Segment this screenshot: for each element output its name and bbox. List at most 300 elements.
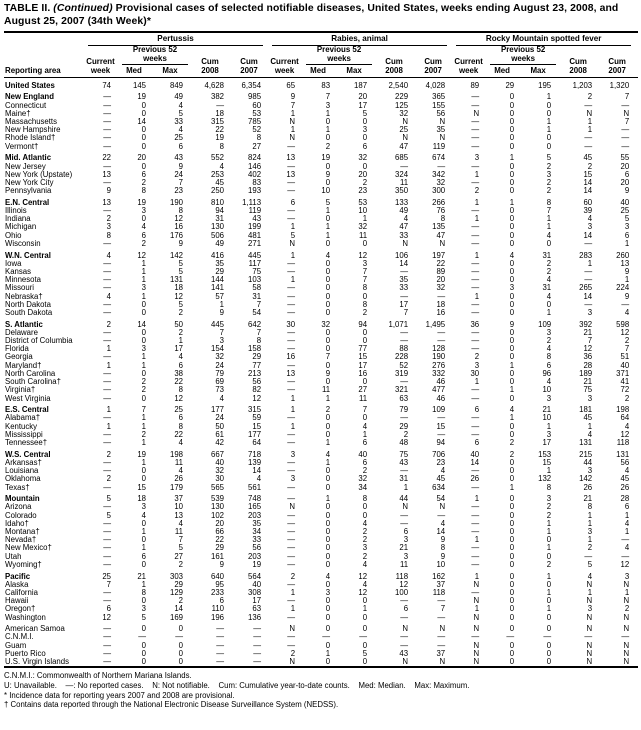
value-cell: 0 [509,299,515,309]
value-cell: 3 [219,336,224,346]
value-cell: 1 [290,222,296,232]
value-cell: 0 [141,596,146,606]
value-cell: 117 [248,258,262,268]
value-cell: 8 [440,214,446,224]
value-cell: 0 [141,100,146,110]
value-cell: 0 [509,133,515,143]
value-cell: 58 [252,283,262,293]
value-cell: 1 [474,535,480,545]
value-cell: 0 [141,299,146,309]
value-cell: — [287,327,296,337]
value-cell: 4 [178,438,183,448]
value-cell: — [471,543,480,553]
value-cell: — [471,230,480,240]
table-row [4,589,638,597]
value-cell: 0 [325,266,331,276]
value-cell: 35 [436,125,446,135]
value-cell: 0 [141,474,146,484]
value-cell: — [400,466,409,476]
value-cell: 169 [169,612,183,622]
value-cell: 69 [215,377,224,387]
area-cell: United States [5,80,55,90]
value-cell: 1 [325,108,331,118]
value-cell: 9 [509,319,515,329]
value-cell: 66 [215,527,224,537]
value-cell: 0 [178,624,183,634]
value-cell: — [471,466,480,476]
value-cell: — [103,206,111,216]
value-cell: 2 [178,596,183,606]
value-cell: 0 [509,587,515,597]
value-cell: N [289,502,296,512]
value-cell: 89 [470,80,480,90]
value-cell: 2 [362,527,368,537]
table-row [4,658,638,667]
value-cell: 3 [587,393,593,403]
value-cell: 0 [141,327,146,337]
value-cell: 74 [102,80,111,90]
value-cell: N [402,117,409,126]
value-cell: 0 [509,494,515,504]
column-group-rabies-animal [270,32,454,46]
value-cell: 189 [579,368,593,378]
value-cell: 4 [546,291,552,301]
value-cell: — [103,559,111,569]
value-cell: 33 [174,117,183,126]
value-cell: — [216,100,224,110]
value-cell: — [471,161,480,171]
value-cell: 1 [106,344,111,354]
value-cell: — [287,214,296,224]
value-cell: 1 [546,571,552,581]
value-cell: 9 [219,559,224,569]
value-cell: 20 [215,518,224,528]
value-cell: 1 [325,230,331,240]
value-cell: 119 [432,141,446,151]
value-cell: — [621,299,630,309]
value-cell: 0 [325,429,331,439]
area-cell: C.N.M.I. [5,632,34,642]
value-cell: 8 [546,197,552,207]
value-cell: 1 [546,518,552,528]
value-cell: 4 [106,250,111,260]
value-cell: 0 [509,474,515,484]
value-cell: — [400,327,409,337]
value-cell: 0 [362,327,368,337]
value-cell: 6 [624,230,630,240]
value-cell: 0 [509,344,515,354]
area-cell: Hawaii [5,596,29,606]
value-cell: — [103,100,111,110]
value-cell: N [473,579,480,589]
table-row [4,492,638,504]
footnotes [4,671,637,710]
value-cell: — [437,336,446,346]
value-cell: 4 [141,510,146,520]
table-row [4,102,638,110]
value-cell: 1 [587,421,593,431]
value-cell: 1 [546,307,552,317]
area-cell: Idaho† [5,518,29,528]
value-cell: 30 [470,368,480,378]
value-cell: 6 [178,141,183,151]
value-cell: — [216,657,224,667]
value-cell: 0 [546,133,552,143]
area-cell: Iowa [5,258,22,268]
value-cell: 2 [474,186,480,196]
value-cell: 7 [624,344,630,354]
value-cell: 32 [436,283,446,293]
area-cell: Rhode Island† [5,133,56,143]
col-header-max: Max [339,65,376,78]
value-cell: 64 [620,413,630,423]
value-cell: 30 [286,319,296,329]
value-cell: 0 [509,177,515,187]
value-cell: 12 [174,291,183,301]
value-cell: — [287,413,296,423]
value-cell: 43 [174,153,183,163]
value-cell: — [584,299,593,309]
value-cell: — [287,482,296,492]
value-cell: 132 [538,474,552,484]
value-cell: 1 [474,377,480,387]
value-cell: — [400,336,409,346]
value-cell: 83 [321,80,331,90]
value-cell: — [287,466,296,476]
value-cell: 229 [395,92,409,102]
value-cell: 213 [248,368,262,378]
value-cell: 1 [325,438,331,448]
value-cell: 22 [174,377,183,387]
value-cell: — [103,336,111,346]
value-cell: 100 [395,587,409,597]
value-cell: 0 [141,336,146,346]
value-cell: — [400,377,409,387]
value-cell: 177 [248,429,262,439]
table-row [4,395,638,403]
value-cell: 0 [325,474,331,484]
value-cell: — [584,133,593,143]
value-cell: — [437,291,446,301]
value-cell: 0 [325,238,331,248]
value-cell: 1 [546,214,552,224]
value-cell: 3 [362,543,368,553]
area-cell: Kansas [5,266,32,276]
value-cell: 4 [178,466,183,476]
value-cell: 0 [509,327,515,337]
value-cell: — [322,632,331,642]
value-cell: — [471,413,480,423]
value-cell: 9 [624,266,630,276]
value-cell: 106 [395,250,409,260]
value-cell: N [439,133,446,143]
value-cell: 9 [624,291,630,301]
value-cell: 6 [362,141,368,151]
value-cell: 94 [215,206,224,216]
value-cell: — [471,92,480,102]
value-cell: 14 [583,186,593,196]
value-cell: 20 [358,169,368,179]
value-cell: 24 [215,360,224,370]
value-cell: 1 [587,258,593,268]
value-cell: 34 [252,527,262,537]
value-cell: 102 [210,510,224,520]
value-cell: — [400,413,409,423]
value-cell: — [103,352,111,362]
area-cell: New Mexico† [5,543,52,553]
value-cell: 52 [399,360,409,370]
value-cell: 2 [587,92,593,102]
value-cell: 39 [583,206,593,216]
value-cell: 23 [358,186,368,196]
value-cell: 0 [362,336,368,346]
notifiable-diseases-table [4,31,638,668]
value-cell: 2 [474,352,480,362]
value-cell: 40 [358,449,368,459]
value-cell: 9 [290,92,296,102]
table-row [4,151,638,163]
value-cell: 0 [141,307,146,317]
value-cell: 0 [546,551,552,561]
value-cell: 7 [440,604,446,614]
value-cell: — [287,206,296,216]
value-cell: 12 [620,327,630,337]
value-cell: 2 [546,559,552,569]
value-cell: 3 [624,571,630,581]
value-cell: 17 [399,299,409,309]
value-cell: — [287,510,296,520]
value-cell: 0 [509,141,515,151]
table-row [4,223,638,231]
value-cell: 181 [579,405,593,415]
value-cell: 32 [358,153,368,163]
value-cell: — [621,551,630,561]
value-cell: 118 [432,587,446,597]
value-cell: 3 [141,502,146,512]
value-cell: — [103,133,111,143]
value-cell: 0 [546,238,552,248]
value-cell: 0 [325,579,331,589]
value-cell: 8 [362,494,368,504]
value-cell: 16 [174,222,183,232]
value-cell: 45 [436,474,446,484]
value-cell: 4 [624,307,630,317]
value-cell: 265 [579,283,593,293]
value-cell: N [586,579,593,589]
value-cell: 6 [178,360,183,370]
value-cell: — [584,551,593,561]
value-cell: — [359,632,368,642]
value-cell: 0 [509,640,515,650]
area-cell: Guam [5,640,27,650]
value-cell: — [621,133,630,143]
value-cell: 60 [252,100,262,110]
table-row [4,597,638,605]
value-cell: 63 [252,604,262,614]
value-cell: 9 [219,307,224,317]
value-cell: 44 [583,457,593,467]
value-cell: — [471,632,480,642]
value-cell: — [253,657,262,667]
value-cell: 1 [141,527,146,537]
value-cell: — [437,640,446,650]
value-cell: 1,071 [388,319,409,329]
value-cell: 50 [174,319,183,329]
value-cell: 43 [252,214,262,224]
value-cell: 0 [325,283,331,293]
value-cell: 15 [542,457,552,467]
area-cell: Wisconsin [5,238,41,248]
value-cell: 20 [137,153,146,163]
area-cell: Pacific [5,571,31,581]
value-cell: 0 [509,510,515,520]
value-cell: 22 [436,258,446,268]
value-cell: 1 [509,360,515,370]
value-cell: 144 [210,275,224,285]
value-cell: 6,354 [241,80,262,90]
value-cell: 319 [395,368,409,378]
value-cell: — [103,457,111,467]
value-cell: 18 [137,494,146,504]
area-cell: Maine† [5,108,31,118]
value-cell: 2 [141,377,146,387]
value-cell: 685 [395,153,409,163]
value-cell: N [473,108,480,118]
value-cell: — [471,327,480,337]
value-cell: — [103,587,111,597]
value-cell: — [621,535,630,545]
value-cell: 17 [174,344,183,354]
value-cell: 20 [358,92,368,102]
value-cell: 21 [583,494,593,504]
value-cell: 0 [509,612,515,622]
area-cell: Oklahoma [5,474,41,484]
value-cell: 203 [248,510,262,520]
value-cell: 824 [248,153,262,163]
value-cell: — [103,307,111,317]
value-cell: 392 [579,319,593,329]
value-cell: 7 [256,327,262,337]
value-cell: 0 [509,352,515,362]
value-cell: 2 [178,307,183,317]
value-cell: 8 [440,543,446,553]
table-row [4,503,638,511]
value-cell: 2 [546,502,552,512]
value-cell: — [584,632,593,642]
value-cell: 1,203 [572,80,593,90]
value-cell: 21 [399,543,409,553]
value-cell: 0 [141,141,146,151]
col-header-cum-2008: Cum 2008 [376,46,417,78]
value-cell: — [103,385,111,395]
value-cell: 1 [325,125,331,135]
value-cell: 29 [174,579,183,589]
value-cell: 1 [587,117,593,126]
value-cell: 3 [587,527,593,537]
value-cell: 300 [432,186,446,196]
value-cell: 0 [509,559,515,569]
value-cell: 7 [587,336,593,346]
value-cell: 18 [436,299,446,309]
value-cell: 15 [137,482,146,492]
value-cell: 4 [256,474,262,484]
value-cell: 634 [432,482,446,492]
table-row [4,414,638,422]
value-cell: 38 [174,368,183,378]
value-cell: — [216,624,224,634]
value-cell: — [437,327,446,337]
value-cell: 1 [509,197,515,207]
table-row [4,484,638,492]
value-cell: 75 [399,449,409,459]
area-cell: Vermont† [5,141,39,151]
value-cell: 6 [403,527,409,537]
value-cell: 7 [624,92,630,102]
value-cell: 0 [509,624,515,634]
value-cell: — [103,266,111,276]
value-cell: 565 [210,482,224,492]
value-cell: 3 [290,449,296,459]
value-cell: N [439,624,446,634]
value-cell: 19 [321,153,331,163]
value-cell: — [287,291,296,301]
value-cell: 128 [432,344,446,354]
value-cell: 0 [509,108,515,118]
value-cell: 14 [583,230,593,240]
value-cell: 11 [358,230,368,240]
value-cell: 7 [546,206,552,216]
value-cell: 1 [624,527,630,537]
value-cell: 25 [174,133,183,143]
value-cell: 14 [399,258,409,268]
value-cell: 6 [141,551,146,561]
value-cell: 0 [546,640,552,650]
area-cell: Georgia [5,352,33,362]
value-cell: — [103,429,111,439]
value-cell: 131 [169,275,183,285]
value-cell: N [473,596,480,606]
value-cell: 1 [141,266,146,276]
value-cell: 21 [583,327,593,337]
value-cell: 0 [509,535,515,545]
value-cell: 7 [362,266,368,276]
value-cell: 33 [399,283,409,293]
value-cell: 7 [290,100,296,110]
value-cell: 1 [325,222,331,232]
value-cell: — [253,632,262,642]
value-cell: 1 [141,413,146,423]
value-cell: 342 [432,169,446,179]
value-cell: 76 [436,206,446,216]
value-cell: 228 [395,352,409,362]
value-cell: 22 [102,153,111,163]
value-cell: 8 [219,141,224,151]
value-cell: 12 [620,559,630,569]
value-cell: 13 [102,197,111,207]
value-cell: 0 [509,125,515,135]
value-cell: 13 [620,258,630,268]
value-cell: 5 [141,612,146,622]
value-cell: 0 [325,177,331,187]
value-cell: 2 [509,438,515,448]
col-header-max: Max [523,65,560,78]
value-cell: 2 [106,214,111,224]
value-cell: 276 [432,360,446,370]
value-cell: 0 [546,579,552,589]
value-cell: 0 [325,502,331,512]
value-cell: — [103,624,111,634]
value-cell: 9 [178,238,183,248]
